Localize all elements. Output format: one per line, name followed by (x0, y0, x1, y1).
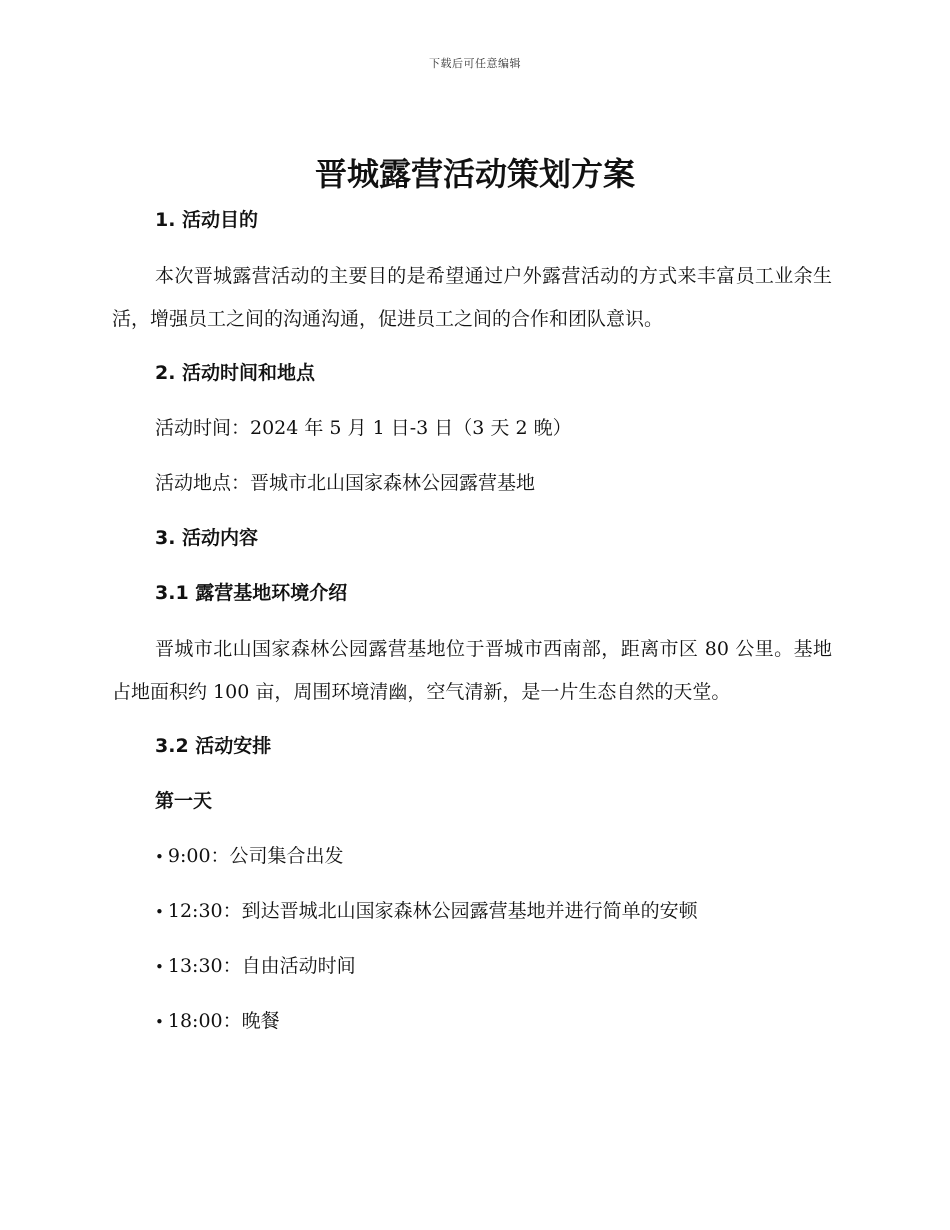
activity-place: 活动地点：晋城市北山国家森林公园露营基地 (155, 472, 536, 494)
header-note: 下载后可任意编辑 (429, 57, 521, 70)
schedule-item (112, 1001, 832, 1056)
bullet-marker: • (155, 903, 164, 921)
environment-paragraph: 晋城市北山国家森林公园露营基地位于晋城市西南部，距离市区 80 公里。基地占地面积约 100 亩，周围环境清幽，空气清新，是一片生态自然的天堂。 (112, 638, 832, 703)
schedule-item-text: 9:00：公司集合出发 (167, 845, 344, 867)
document-title: 晋城露营活动策划方案 (314, 155, 635, 193)
section-heading-content: 3. 活动内容 (155, 527, 259, 549)
schedule-item (112, 946, 832, 1001)
bullet-marker: • (155, 958, 164, 976)
purpose-paragraph: 本次晋城露营活动的主要目的是希望通过户外露营活动的方式来丰富员工业余生活，增强员工之间的沟通沟通，促进员工之间的合作和团队意识。 (112, 265, 832, 330)
bullet-marker: • (155, 848, 164, 866)
document-body (112, 200, 832, 1056)
bullet-marker: • (155, 1013, 164, 1031)
activity-time: 活动时间：2024 年 5 月 1 日-3 日（3 天 2 晚） (155, 417, 572, 439)
subsection-heading-environment: 3.1 露营基地环境介绍 (155, 582, 348, 604)
section-heading-time-place: 2. 活动时间和地点 (155, 362, 316, 384)
schedule-item-text: 18:00：晚餐 (167, 1010, 280, 1032)
schedule-item (112, 836, 832, 891)
schedule-item-text: 12:30：到达晋城北山国家森林公园露营基地并进行简单的安顿 (167, 900, 698, 922)
day-one-heading: 第一天 (155, 790, 213, 812)
subsection-heading-schedule: 3.2 活动安排 (155, 735, 272, 757)
schedule-item (112, 891, 832, 946)
schedule-item-text: 13:30：自由活动时间 (167, 955, 356, 977)
section-heading-purpose: 1. 活动目的 (155, 209, 259, 231)
